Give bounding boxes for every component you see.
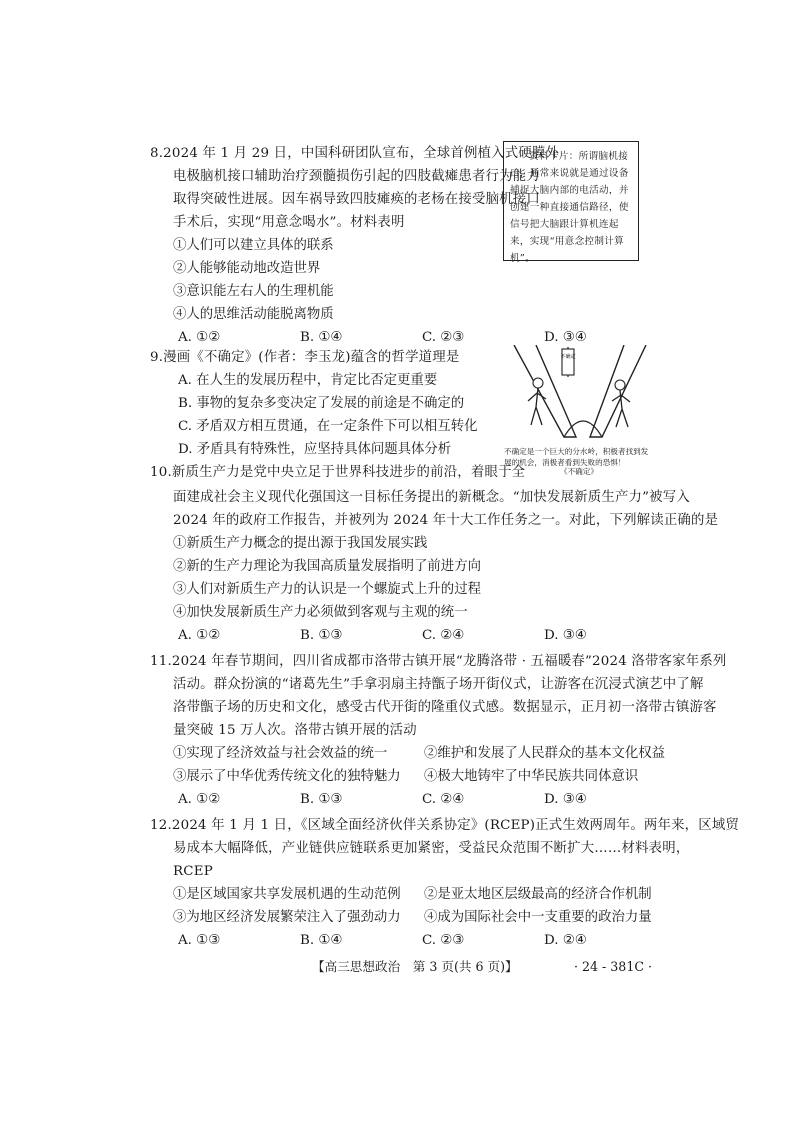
page-footer-title: 【高三思想政治 第 3 页(共 6 页)】 bbox=[312, 959, 518, 974]
q9-option-d: D. 矛盾具有特殊性，应坚持具体问题具体分析 bbox=[178, 442, 452, 457]
q9-cartoon-title: 《不确定》 bbox=[560, 467, 598, 476]
q9-option-c: C. 矛盾双方相互贯通，在一定条件下可以相互转化 bbox=[178, 419, 478, 434]
q12-line-2: 易成本大幅降低，产业链供应链联系更加紧密，受益民众范围不断扩大……材料表明， bbox=[173, 841, 690, 856]
q9-stem: 9.漫画《不确定》(作者：李玉龙)蕴含的哲学道理是 bbox=[150, 350, 460, 365]
q8-choice-d: D. ③④ bbox=[544, 330, 587, 345]
q10-choice-a: A. ①② bbox=[178, 628, 221, 643]
q11-option-2: ②维护和发展了人民群众的基本文化权益 bbox=[424, 746, 666, 761]
q12-option-1: ①是区域国家共享发展机遇的生动范例 bbox=[173, 887, 401, 902]
q8-info-card-text: 资料卡片：所谓脑机接口，通常来说就是通过设备捕捉大脑内部的电活动，并创建一种直接通信路径，使信号把大脑跟计算机连起来，实现“用意念控制计算机”。 bbox=[510, 151, 629, 264]
q12-option-3: ③为地区经济发展繁荣注入了强劲动力 bbox=[173, 910, 401, 925]
q8-option-4: ④人的思维活动能脱离物质 bbox=[173, 307, 334, 322]
q12-choice-c: C. ②③ bbox=[422, 933, 465, 948]
q8-option-1: ①人们可以建立具体的联系 bbox=[173, 238, 334, 253]
left-figure-head bbox=[533, 378, 543, 388]
q8-line-2: 电极脑机接口辅助治疗颈髓损伤引起的四肢截瘫患者行为能力 bbox=[173, 169, 540, 184]
q8-info-card bbox=[503, 141, 639, 264]
q11-line-2: 活动。群众扮演的“诸葛先生”手拿羽扇主持甑子场开街仪式，让游客在沉浸式演艺中了解 bbox=[173, 677, 704, 692]
q9-cartoon-caption: 不确定是一个巨大的分水岭，积极者找到发展的机会，消极者看到失败的恐惧！ bbox=[504, 447, 649, 467]
q10-line-2: 面建成社会主义现代化强国这一目标任务提出的新概念。“加快发展新质生产力”被写入 bbox=[173, 490, 690, 505]
q10-option-3: ③人们对新质生产力的认识是一个螺旋式上升的过程 bbox=[173, 582, 481, 597]
sign-board bbox=[562, 349, 574, 375]
q10-line-1: 10.新质生产力是党中央立足于世界科技进步的前沿，着眼于全 bbox=[150, 465, 526, 480]
left-figure-body bbox=[528, 388, 546, 425]
q10-choice-d: D. ③④ bbox=[544, 628, 587, 643]
q11-choice-a: A. ①② bbox=[178, 792, 221, 807]
q11-option-3: ③展示了中华优秀传统文化的独特魅力 bbox=[173, 769, 401, 784]
q10-choice-c: C. ②④ bbox=[422, 628, 465, 643]
right-figure-body bbox=[612, 390, 630, 427]
right-road bbox=[590, 345, 646, 437]
q11-option-4: ④极大地铸牢了中华民族共同体意识 bbox=[424, 769, 639, 784]
q11-line-3: 洛带甑子场的历史和文化，感受古代开街的隆重仪式感。数据显示，正月初一洛带古镇游客 bbox=[173, 700, 717, 715]
q10-option-1: ①新质生产力概念的提出源于我国发展实践 bbox=[173, 536, 428, 551]
q12-line-3: RCEP bbox=[173, 864, 213, 879]
q10-line-3: 2024 年的政府工作报告，并被列为 2024 年十大工作任务之一。对此，下列解读正确的是 bbox=[173, 513, 719, 528]
q11-line-4: 量突破 15 万人次。洛带古镇开展的活动 bbox=[173, 723, 417, 738]
q11-choice-c: C. ②④ bbox=[422, 792, 465, 807]
q12-choice-b: B. ①④ bbox=[300, 933, 343, 948]
q8-choice-b: B. ①④ bbox=[300, 330, 343, 345]
q9-cartoon bbox=[506, 345, 654, 445]
q9-option-a: A. 在人生的发展历程中，肯定比否定更重要 bbox=[178, 373, 438, 388]
q8-line-3: 取得突破性进展。因车祸导致四肢瘫痪的老杨在接受脑机接口 bbox=[173, 192, 540, 207]
q9-option-b: B. 事物的复杂多变决定了发展的前途是不确定的 bbox=[178, 396, 465, 411]
q8-choice-a: A. ①② bbox=[178, 330, 221, 345]
q12-choice-d: D. ②④ bbox=[544, 933, 587, 948]
q8-option-3: ③意识能左右人的生理机能 bbox=[173, 284, 334, 299]
q8-line-4: 手术后，实现“用意念喝水”。材料表明 bbox=[173, 215, 405, 230]
q11-choice-b: B. ①③ bbox=[300, 792, 343, 807]
sign-text: 不确定 bbox=[560, 354, 576, 360]
q12-option-2: ②是亚太地区层级最高的经济合作机制 bbox=[424, 887, 652, 902]
q8-option-2: ②人能够能动地改造世界 bbox=[173, 261, 321, 276]
q12-line-1: 12.2024 年 1 月 1 日，《区域全面经济伙伴关系协定》(RCEP)正式生效两周年。两年来，区域贸 bbox=[150, 818, 740, 833]
q10-option-2: ②新的生产力理论为我国高质量发展指明了前进方向 bbox=[173, 559, 481, 574]
q8-line-1: 8.2024 年 1 月 29 日，中国科研团队宣布，全球首例植入式硬膜外 bbox=[150, 146, 560, 161]
q11-line-1: 11.2024 年春节期间，四川省成都市洛带古镇开展“龙腾洛带 · 五福暖春”2024 洛带客家年系列 bbox=[150, 654, 727, 669]
q12-choice-a: A. ①③ bbox=[178, 933, 221, 948]
q11-option-1: ①实现了经济效益与社会效益的统一 bbox=[173, 746, 388, 761]
q8-choice-c: C. ②③ bbox=[422, 330, 465, 345]
page-footer-code: · 24 - 381C · bbox=[574, 959, 652, 974]
q10-choice-b: B. ①③ bbox=[300, 628, 343, 643]
q10-option-4: ④加快发展新质生产力必须做到客观与主观的统一 bbox=[173, 605, 468, 620]
q11-choice-d: D. ③④ bbox=[544, 792, 587, 807]
right-figure-head bbox=[615, 380, 625, 390]
q12-option-4: ④成为国际社会中一支重要的政治力量 bbox=[424, 910, 652, 925]
